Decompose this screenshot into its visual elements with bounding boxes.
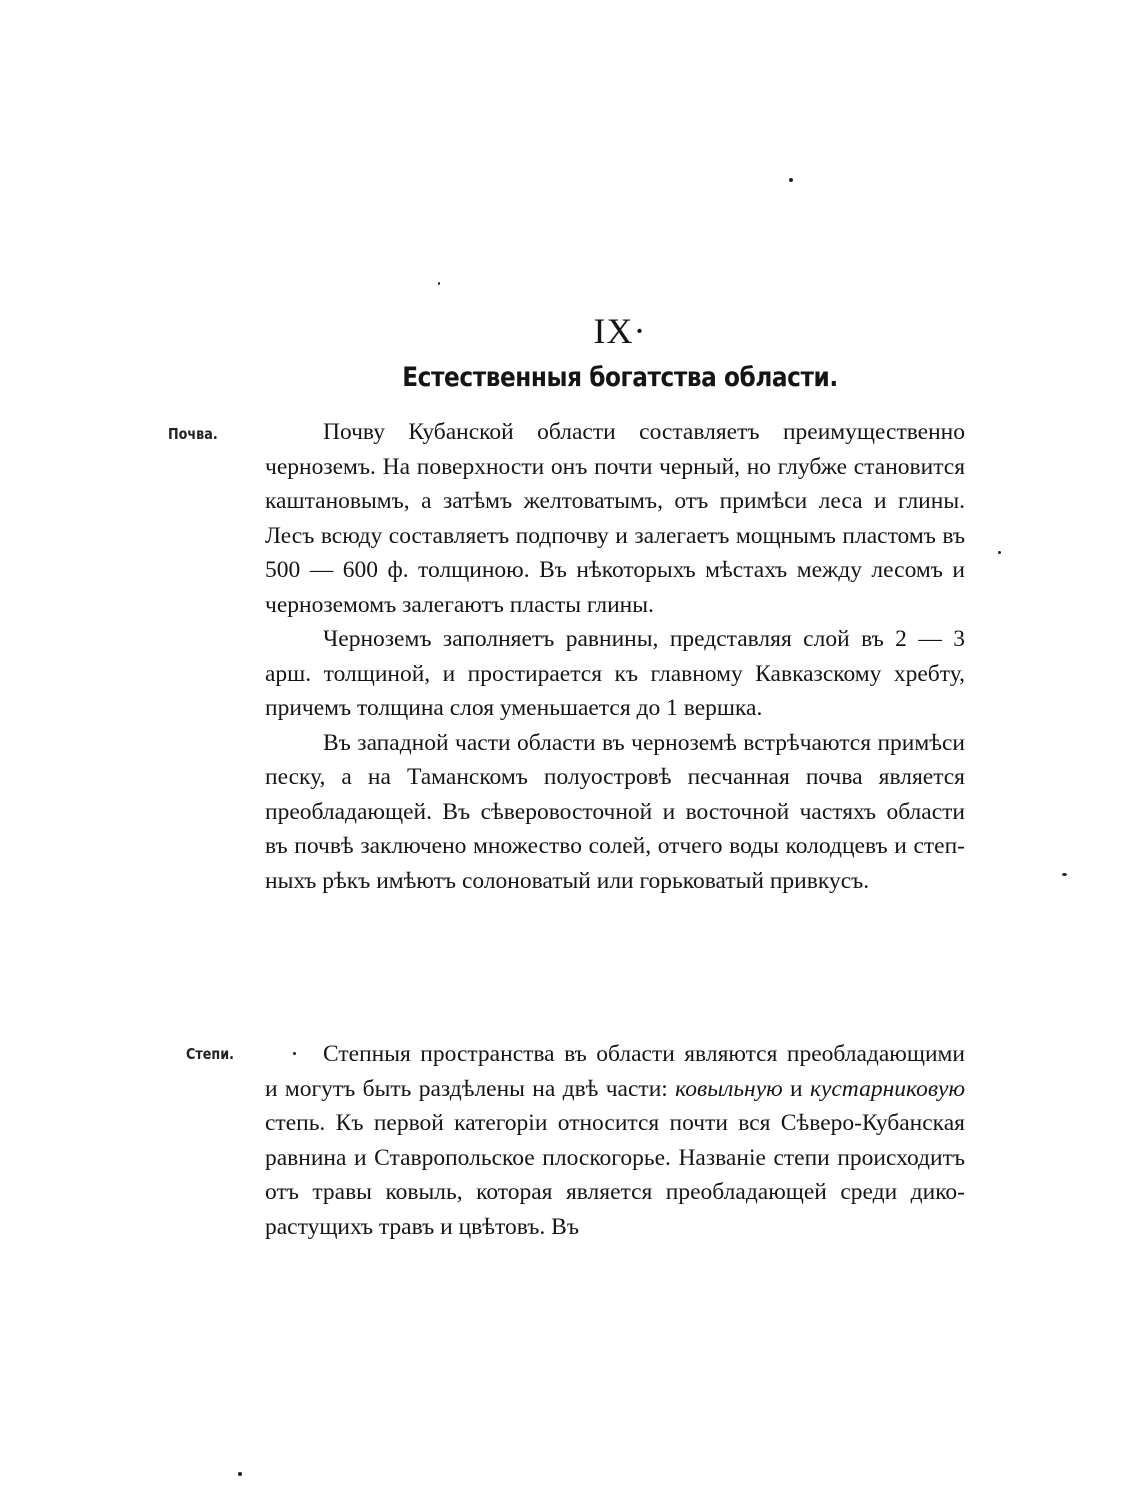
italic-term: кустарниковую xyxy=(809,1075,966,1102)
paragraph-text: степь. Къ первой категоріи относится почти вся Сѣверо-Кубанская равнина и Ставропольское плоскогорье. Названіе степи происходитъ отъ травы ковыль, которая является преобладающей среди дико-растущихъ травъ и цвѣтовъ. Въ xyxy=(265,1110,965,1240)
scan-speck xyxy=(789,178,793,182)
italic-term: ковыльную xyxy=(675,1075,783,1102)
chapter-title: Естественныя богатства области. xyxy=(402,362,838,393)
soil-section xyxy=(265,415,965,898)
paragraph-text: Степныя пространства въ области являются преобладающими и могутъ быть раздѣлены на двѣ части: xyxy=(265,1041,965,1102)
scan-speck xyxy=(998,551,1001,554)
paragraph: Въ западной части области въ черноземѣ встрѣчаются примѣси песку, а на Таманскомъ полуостровѣ песчанная почва является преобладающей. Въ сѣверовосточной и восточной частяхъ области въ почвѣ заключено множество солей, отчего воды колодцевъ и степныхъ рѣкъ имѣютъ солоноватый или горьковатый привкусъ. xyxy=(265,729,965,894)
sidenote-soil: Почва. xyxy=(168,425,218,443)
chapter-number: IX· xyxy=(593,311,647,351)
paragraph-text: и xyxy=(790,1075,803,1102)
paragraph: Черноземъ заполняетъ равнины, представляя слой въ 2 — 3 арш. толщиной, и простирается къ главному Кавказскому хребту, причемъ толщина слоя уменьшается до 1 вершка. xyxy=(265,626,965,721)
paragraph xyxy=(265,1037,965,1244)
sidenote-steppes: Степи. xyxy=(186,1045,234,1063)
scan-speck xyxy=(238,1472,242,1476)
steppes-section xyxy=(265,1037,965,1244)
scan-speck xyxy=(438,282,440,285)
paragraph: Почву Кубанской области составляетъ преимущественно черноземъ. На поверхности онъ почти черный, но глубже становится каштановымъ, а затѣмъ желтоватымъ, отъ примѣси леса и глины. Лесъ всюду составляетъ подпочву и залегаетъ мощнымъ пластомъ въ 500 — 600 ф. толщиною. Въ нѣкоторыхъ мѣстахъ между лесомъ и черноземомъ залегаютъ пласты глины. xyxy=(265,419,965,618)
scan-speck xyxy=(1062,873,1067,876)
